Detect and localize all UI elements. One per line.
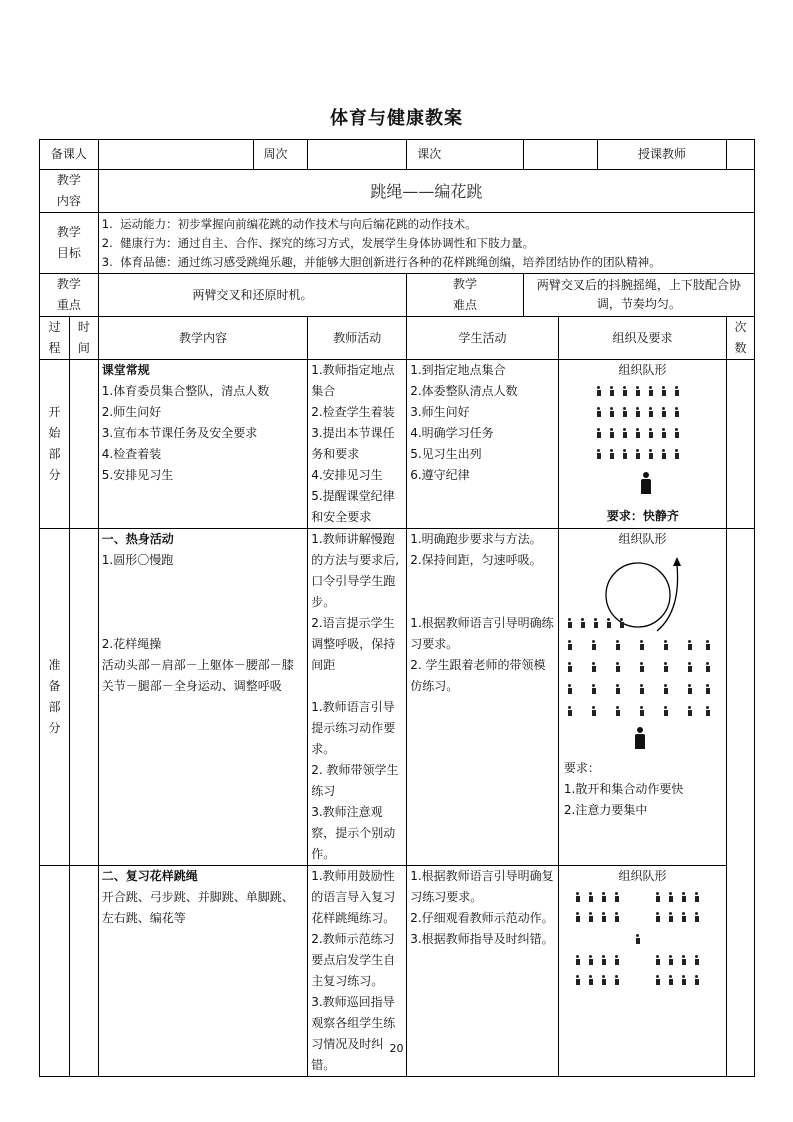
running-circle <box>606 563 670 627</box>
review-title: 二、复习花样跳绳 <box>101 869 198 883</box>
student-figure-icon <box>663 662 669 672</box>
key-points-label: 教学重点 <box>40 274 99 317</box>
student-figure-icon <box>591 684 597 694</box>
key-points-value: 两臂交叉和还原时机。 <box>98 274 406 317</box>
review-teacher-item: 3.教师巡回指导观察各组学生练习情况及时纠错。 <box>311 995 396 1072</box>
student-figure-icon <box>661 449 667 459</box>
student-figure-icon <box>635 386 641 396</box>
key-points-row <box>40 274 755 317</box>
header-row <box>40 140 755 170</box>
student-figure-icon <box>663 706 669 716</box>
start-student-item: 1.到指定地点集合 <box>410 363 506 377</box>
prepare-teacher-item: 3.教师注意观察，提示个别动作。 <box>311 805 396 861</box>
content-value: 跳绳——编花跳 <box>98 170 754 213</box>
student-figure-icon <box>681 955 687 965</box>
prepare-org-title: 组织队形 <box>618 532 667 546</box>
student-figure-icon <box>648 407 654 417</box>
week-value <box>308 140 407 170</box>
student-figure-icon <box>596 428 602 438</box>
student-figure-icon <box>694 975 700 985</box>
student-figure-icon <box>567 640 573 650</box>
student-figure-icon <box>609 386 615 396</box>
review-formation <box>559 866 726 1052</box>
student-figure-icon <box>663 640 669 650</box>
student-figure-icon <box>687 706 693 716</box>
student-figure-icon <box>622 428 628 438</box>
student-figure-icon <box>575 892 581 902</box>
student-figure-icon <box>635 428 641 438</box>
student-figure-icon <box>705 662 711 672</box>
review-teacher-item: 1.教师用鼓励性的语言导入复习花样跳绳练习。 <box>311 869 396 925</box>
preparer-label: 备课人 <box>40 140 99 170</box>
start-student-item: 5.见习生出列 <box>410 447 482 461</box>
start-teacher-item: 3.提出本节课任务和要求 <box>311 426 395 461</box>
warmup-item: 1.圆形〇慢跑 <box>101 553 174 567</box>
student-figure-icon <box>687 684 693 694</box>
prepare-org-requirement <box>559 758 727 821</box>
start-student <box>407 360 559 529</box>
prepare-section-row <box>40 529 755 866</box>
student-figure-icon <box>609 407 615 417</box>
requirement-title: 要求： <box>563 761 600 775</box>
student-figure-icon <box>687 640 693 650</box>
prepare-teacher <box>308 529 407 866</box>
student-figure-icon <box>619 618 625 628</box>
student-figure-icon <box>705 640 711 650</box>
student-figure-icon <box>593 618 599 628</box>
student-figure-icon <box>639 706 645 716</box>
start-content-item: 5.安排见习生 <box>101 468 174 482</box>
student-figure-icon <box>694 912 700 922</box>
review-org-title: 组织队形 <box>618 869 667 883</box>
start-formation <box>559 360 726 526</box>
prepare-teacher-item: 2.语言提示学生调整呼吸，保持间距 <box>311 616 396 672</box>
student-figure-icon <box>567 662 573 672</box>
student-figure-icon <box>615 684 621 694</box>
start-teacher-item: 5.提醒课堂纪律和安全要求 <box>311 489 395 524</box>
student-figure-icon <box>655 892 661 902</box>
student-figure-icon <box>639 684 645 694</box>
column-header-row <box>40 317 755 360</box>
student-figure-icon <box>596 449 602 459</box>
student-figure-icon <box>655 912 661 922</box>
student-figure-icon <box>615 662 621 672</box>
student-figure-icon <box>609 449 615 459</box>
col-process: 过程 <box>40 317 70 360</box>
prepare-teacher-item: 1.教师语言引导提示练习动作要求。 <box>311 700 396 756</box>
review-desc: 开合跳、弓步跳、并脚跳、单脚跳、左右跳、编花等 <box>101 890 294 925</box>
col-teacher: 教师活动 <box>308 317 407 360</box>
start-content-item: 1.体育委员集合整队，清点人数 <box>101 384 270 398</box>
prepare-content <box>98 529 307 866</box>
start-teacher <box>308 360 407 529</box>
student-figure-icon <box>635 407 641 417</box>
review-student-item: 3.根据教师指导及时纠错。 <box>410 932 554 946</box>
goals-label: 教学目标 <box>40 213 99 274</box>
prepare-teacher-item: 2. 教师带领学生练习 <box>311 763 399 798</box>
review-student-item: 1.根据教师语言引导明确复习练习要求。 <box>410 869 554 904</box>
start-content-item: 4.检查着装 <box>101 447 162 461</box>
goal-item: 1. 运动能力：初步掌握向前编花跳的动作技术与向后编花跳的动作技术。 <box>101 217 477 231</box>
student-figure-icon <box>694 892 700 902</box>
review-teacher-item: 2.教师示范练习要点启发学生自主复习练习。 <box>311 932 396 988</box>
week-label: 周次 <box>253 140 308 170</box>
start-section-row <box>40 360 755 529</box>
teacher-value <box>727 140 755 170</box>
student-figure-icon <box>648 428 654 438</box>
student-figure-icon <box>639 640 645 650</box>
student-figure-icon <box>575 955 581 965</box>
student-figure-icon <box>614 975 620 985</box>
student-figure-icon <box>601 975 607 985</box>
student-figure-icon <box>648 386 654 396</box>
prepare-count <box>727 529 755 1077</box>
student-figure-icon <box>596 407 602 417</box>
student-figure-icon <box>588 955 594 965</box>
student-figure-icon <box>674 386 680 396</box>
student-figure-icon <box>614 912 620 922</box>
student-figure-icon <box>609 428 615 438</box>
start-teacher-item: 1.教师指定地点集合 <box>311 363 395 398</box>
student-figure-icon <box>661 407 667 417</box>
student-figure-icon <box>661 386 667 396</box>
start-time <box>69 360 98 529</box>
arrow-head-icon <box>673 557 681 566</box>
col-count: 次数 <box>727 317 755 360</box>
student-figure-icon <box>655 975 661 985</box>
student-figure-icon <box>606 618 612 628</box>
difficulty-value: 两臂交叉后的抖腕摇绳，上下肢配合协调，节奏均匀。 <box>523 274 754 317</box>
student-figure-icon <box>655 955 661 965</box>
prepare-organization <box>558 529 726 866</box>
content-label: 教学内容 <box>40 170 99 213</box>
student-figure-icon <box>705 684 711 694</box>
page-number: 20 <box>389 1042 404 1055</box>
lesson-value <box>523 140 597 170</box>
student-figure-icon <box>575 912 581 922</box>
student-figure-icon <box>705 706 711 716</box>
student-figure-icon <box>668 975 674 985</box>
student-figure-icon <box>580 618 586 628</box>
student-figure-icon <box>614 892 620 902</box>
student-figure-icon <box>661 428 667 438</box>
student-figure-icon <box>663 684 669 694</box>
student-figure-icon <box>668 912 674 922</box>
student-figure-icon <box>687 662 693 672</box>
prepare-label: 准备部分 <box>40 529 70 866</box>
start-content-item: 3.宣布本节课任务及安全要求 <box>101 426 258 440</box>
student-figure-icon <box>575 975 581 985</box>
col-student: 学生活动 <box>407 317 559 360</box>
lesson-label: 课次 <box>407 140 524 170</box>
start-student-item: 3.师生问好 <box>410 405 470 419</box>
student-figure-icon <box>601 912 607 922</box>
preparer-value <box>98 140 253 170</box>
start-student-item: 2.体委整队清点人数 <box>410 384 518 398</box>
student-figure-icon <box>567 618 573 628</box>
student-figure-icon <box>635 449 641 459</box>
prepare-student-item: 1.明确跑步要求与方法。 <box>410 532 542 546</box>
content-row <box>40 170 755 213</box>
student-figure-icon <box>588 975 594 985</box>
start-org-requirement: 要求：快静齐 <box>606 509 679 523</box>
goal-item: 3. 体育品德：通过练习感受跳绳乐趣，并能够大胆创新进行各种的花样跳绳创编，培养团结协作的团队精神。 <box>101 255 661 269</box>
requirement-item: 1.散开和集合动作要快 <box>563 782 684 796</box>
col-content: 教学内容 <box>98 317 307 360</box>
student-figure-icon <box>668 955 674 965</box>
student-figure-icon <box>694 955 700 965</box>
prepare-student-item: 2. 学生跟着老师的带领模仿练习。 <box>410 658 546 693</box>
teacher-figure-icon <box>640 472 652 494</box>
requirement-item: 2.注意力要集中 <box>563 803 648 817</box>
warmup-title: 一、热身活动 <box>101 532 174 546</box>
teacher-figure-icon <box>635 934 641 944</box>
prepare-student-item: 1.根据教师语言引导明确练习要求。 <box>410 616 554 651</box>
student-figure-icon <box>601 892 607 902</box>
student-figure-icon <box>596 386 602 396</box>
start-teacher-item: 4.安排见习生 <box>311 468 383 482</box>
student-figure-icon <box>681 892 687 902</box>
start-label: 开始部分 <box>40 360 70 529</box>
prepare-time <box>69 529 98 866</box>
running-circle-diagram <box>599 551 689 639</box>
prepare-teacher-item: 1.教师讲解慢跑的方法与要求后,口令引导学生跑步。 <box>311 532 400 609</box>
student-figure-icon <box>681 975 687 985</box>
document-title: 体育与健康教案 <box>330 108 463 129</box>
teacher-label: 授课教师 <box>598 140 727 170</box>
review-student-item: 2.仔细观看教师示范动作。 <box>410 911 554 925</box>
student-figure-icon <box>622 407 628 417</box>
lesson-plan-table <box>39 139 755 1077</box>
start-student-item: 6.遵守纪律 <box>410 468 470 482</box>
student-figure-icon <box>674 428 680 438</box>
student-figure-icon <box>639 662 645 672</box>
prepare-student <box>407 529 559 866</box>
student-figure-icon <box>648 449 654 459</box>
student-figure-icon <box>615 640 621 650</box>
rope-exercise-title: 2.花样绳操 <box>101 637 162 651</box>
rope-exercise-desc: 活动头部－肩部－上躯体－腰部－膝关节－腿部－全身运动、调整呼吸 <box>101 658 294 693</box>
start-content-item: 2.师生问好 <box>101 405 162 419</box>
goals-row <box>40 213 755 274</box>
col-organization: 组织及要求 <box>558 317 726 360</box>
prepare-formation <box>559 529 726 821</box>
start-student-item: 4.明确学习任务 <box>410 426 494 440</box>
start-org-title: 组织队形 <box>618 363 667 377</box>
student-figure-icon <box>588 912 594 922</box>
student-figure-icon <box>615 706 621 716</box>
goals-list <box>98 213 754 274</box>
start-count <box>727 360 755 529</box>
student-figure-icon <box>588 892 594 902</box>
student-figure-icon <box>674 407 680 417</box>
teacher-figure-icon <box>634 727 646 749</box>
start-content <box>98 360 307 529</box>
student-figure-icon <box>622 449 628 459</box>
goal-item: 2. 健康行为：通过自主、合作、探究的练习方式，发展学生身体协调性和下肢力量。 <box>101 236 535 250</box>
student-figure-icon <box>622 386 628 396</box>
student-figure-icon <box>674 449 680 459</box>
student-figure-icon <box>681 912 687 922</box>
student-figure-icon <box>591 662 597 672</box>
student-figure-icon <box>567 706 573 716</box>
student-figure-icon <box>591 706 597 716</box>
student-figure-icon <box>567 684 573 694</box>
difficulty-label: 教学难点 <box>407 274 524 317</box>
col-time: 时间 <box>69 317 98 360</box>
start-teacher-item: 2.检查学生着装 <box>311 405 395 419</box>
student-figure-icon <box>668 892 674 902</box>
student-figure-icon <box>614 955 620 965</box>
student-figure-icon <box>601 955 607 965</box>
start-content-title: 课堂常规 <box>101 363 150 377</box>
student-figure-icon <box>591 640 597 650</box>
running-direction-arrow <box>657 565 678 631</box>
prepare-student-item: 2.保持间距，匀速呼吸。 <box>410 553 542 567</box>
start-organization <box>558 360 726 529</box>
